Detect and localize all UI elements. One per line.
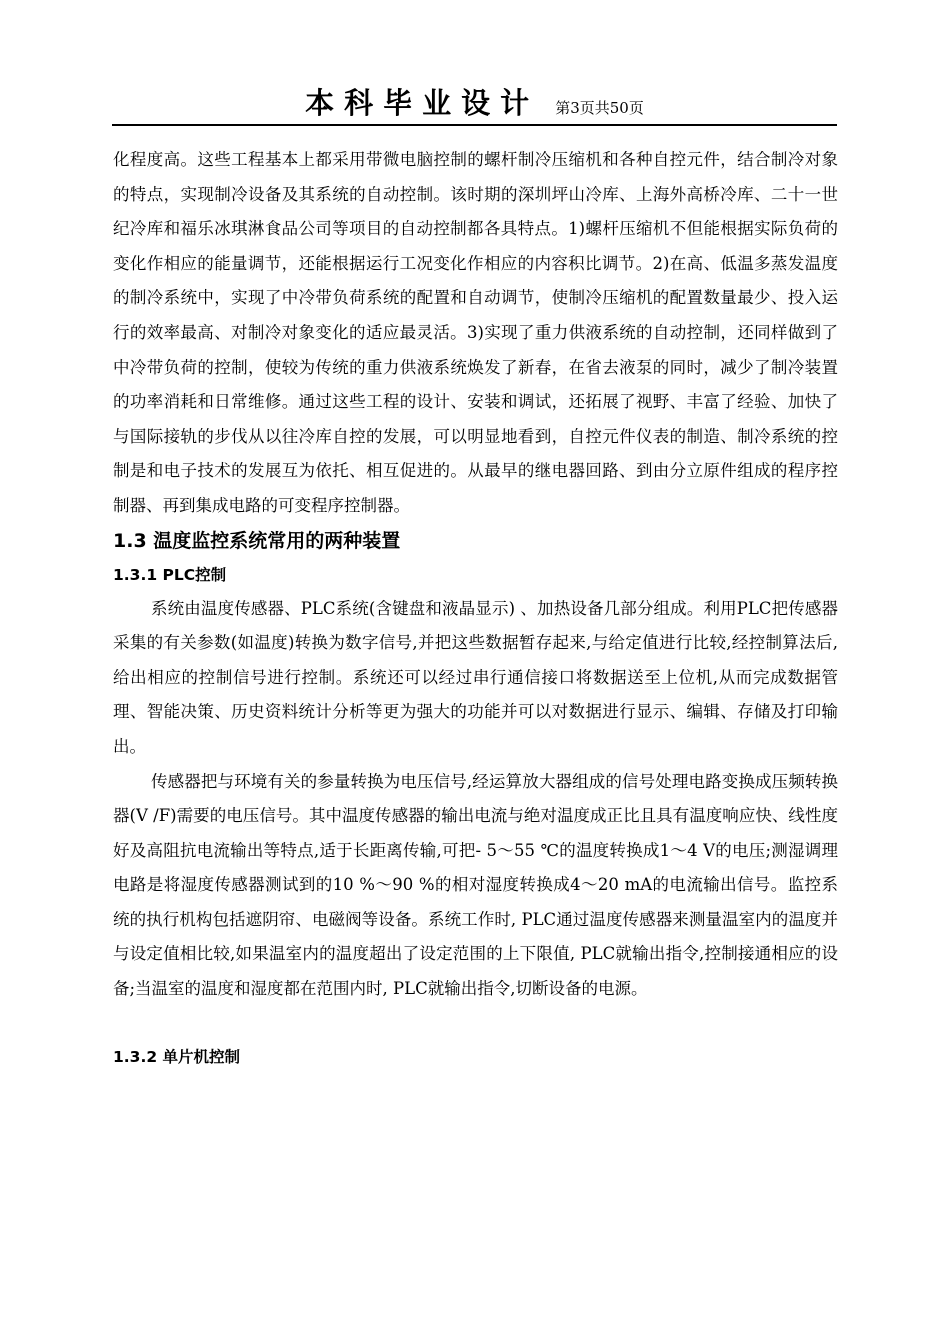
page-number-info: 第3页共50页 <box>555 99 644 117</box>
document-body <box>113 143 838 1074</box>
paragraph-continued: 化程度高。这些工程基本上都采用带微电脑控制的螺杆制冷压缩机和各种自控元件，结合制冷对象的特点，实现制冷设备及其系统的自动控制。该时期的深圳坪山冷库、上海外高桥冷库、二十一世纪冷库和福乐冰琪淋食品公司等项目的自动控制都各具特点。1)螺杆压缩机不但能根据实际负荷的变化作相应的能量调节，还能根据运行工况变化作相应的内容积比调节。2)在高、低温多蒸发温度的制冷系统中，实现了中冷带负荷系统的配置和自动调节，使制冷压缩机的配置数量最少、投入运行的效率最高、对制冷对象变化的适应最灵活。3)实现了重力供液系统的自动控制，还同样做到了中冷带负荷的控制，使较为传统的重力供液系统焕发了新春，在省去液泵的同时，减少了制冷装置的功率消耗和日常维修。通过这些工程的设计、安装和调试，还拓展了视野、丰富了经验、加快了与国际接轨的步伐从以往冷库自控的发展，可以明显地看到，自控元件仪表的制造、制冷系统的控制是和电子技术的发展互为依托、相互促进的。从最早的继电器回路、到由分立原件组成的程序控制器、再到集成电路的可变程序控制器。 <box>113 150 838 515</box>
paragraph-spacer <box>113 1007 838 1040</box>
paragraph-plc-sensors: 传感器把与环境有关的参量转换为电压信号,经运算放大器组成的信号处理电路变换成压频转换器(V /F)需要的电压信号。其中温度传感器的输出电流与绝对温度成正比且具有温度响应快、线性度好及高阻抗电流输出等特点,适于长距离传输,可把- 5～55 ℃的温度转换成1～4 V的电压;测湿调理电路是将湿度传感器测试到的10 %～90 %的相对湿度转换成4～20 mA的电流输出信号。监控系统的执行机构包括遮阴帘、电磁阀等设备。系统工作时, PLC通过温度传感器来测量温室内的温度并与设定值相比较,如果温室内的温度超出了设定范围的上下限值, PLC就输出指令,控制接通相应的设备;当温室的温度和湿度都在范围内时, PLC就输出指令,切断设备的电源。 <box>113 771 838 999</box>
paragraph-plc-system: 系统由温度传感器、PLC系统(含键盘和液晶显示) 、加热设备几部分组成。利用PLC把传感器采集的有关参数(如温度)转换为数字信号,并把这些数据暂存起来,与给定值进行比较,经控制算法后,给出相应的控制信号进行控制。系统还可以经过串行通信接口将数据送至上位机,从而完成数据管理、智能决策、历史资料统计分析等更为强大的功能并可以对数据进行显示、编辑、存储及打印输出。 <box>113 598 838 756</box>
page-header <box>112 82 837 126</box>
subsection-heading-1-3-1: 1.3.1 PLC控制 <box>113 565 227 584</box>
header-title: 本科毕业设计 <box>305 86 540 120</box>
section-heading-1-3: 1.3 温度监控系统常用的两种装置 <box>113 529 401 552</box>
subsection-heading-1-3-2: 1.3.2 单片机控制 <box>113 1047 241 1066</box>
